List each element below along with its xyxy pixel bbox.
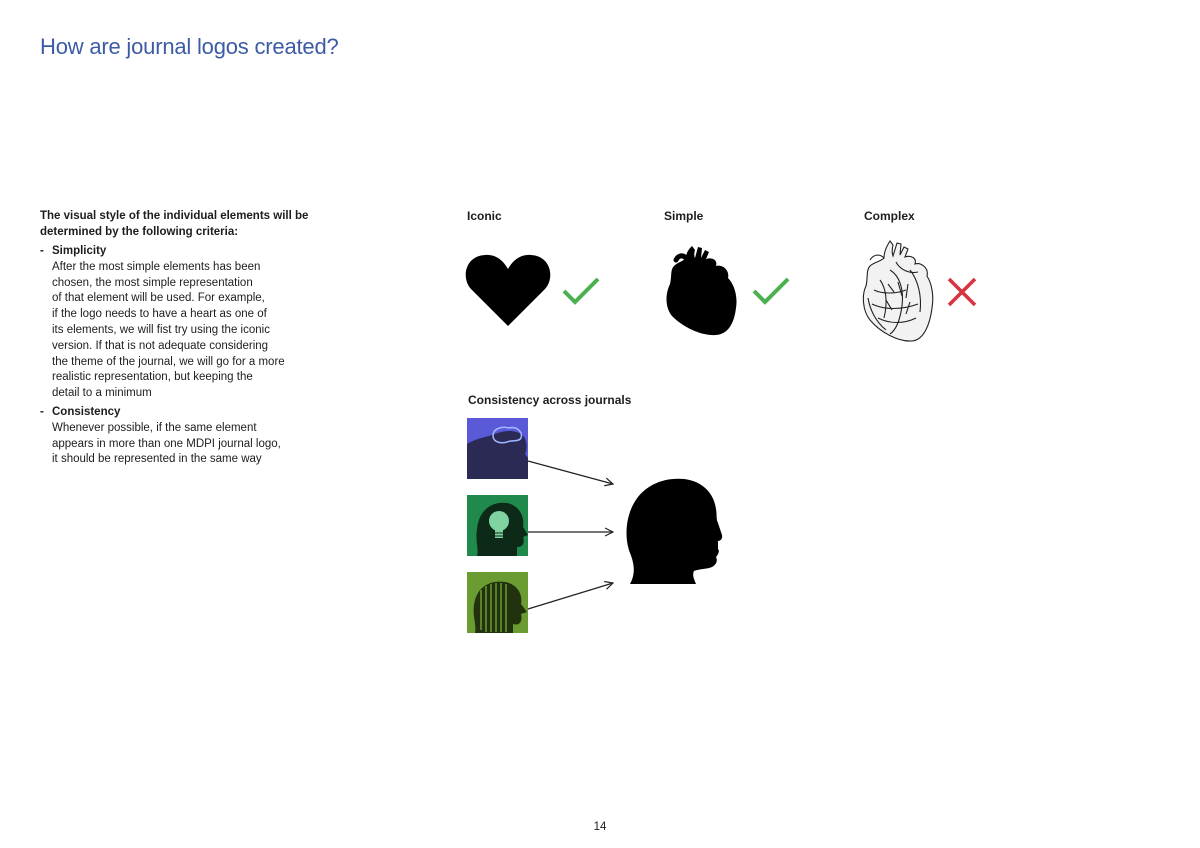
criterion-title: Simplicity (52, 245, 107, 257)
arrow-3 (528, 583, 613, 609)
example-label-simple: Simple (664, 209, 704, 223)
page-title: How are journal logos created? (40, 34, 339, 59)
intro-text: The visual style of the individual elements will be determined by the following criteria: (40, 210, 309, 238)
criterion-body: Whenever possible, if the same element appears in more than one MDPI journal logo, it should be represented in the same way (52, 421, 281, 466)
example-label-iconic: Iconic (467, 209, 502, 223)
example-label-complex: Complex (864, 209, 915, 223)
head-profile-icon (626, 477, 726, 585)
bullet-dash: - (40, 245, 44, 257)
arrow-1 (528, 461, 613, 484)
page-number: 14 (593, 821, 607, 833)
consistency-label: Consistency across journals (468, 393, 632, 407)
bullet-dash: - (40, 406, 44, 418)
criterion-body: After the most simple elements has been chosen, the most simple representation of that element will be used. For example, if the logo needs to have a heart as one of its elements, we will fist try using the iconic version. If that is not adequate considering the theme of the journal, we will go for a more realistic representation, but keeping the detail to a minimum (52, 260, 285, 400)
criterion-title: Consistency (52, 406, 121, 418)
